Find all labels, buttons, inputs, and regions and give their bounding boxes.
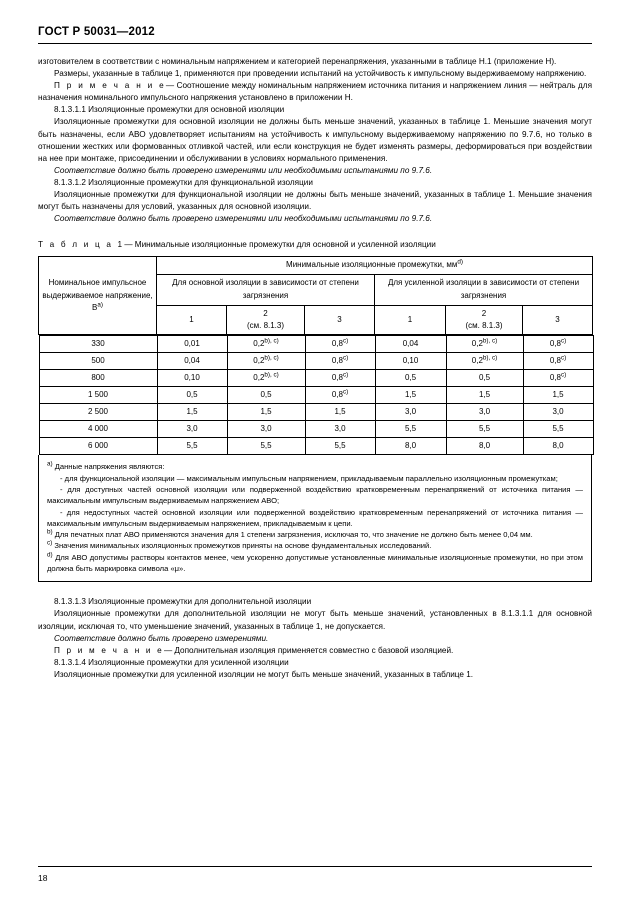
cell-voltage: 4 000 (39, 421, 157, 438)
note-d (47, 552, 583, 575)
note-a-item-1: - для функциональной изоляции — максимальным импульсным напряжением, прикладываемым параллельно изоляционным промежуткам; (60, 473, 558, 483)
note-a-item-2: - для доступных частей основной изоляции или подверженной воздействию кратковременным перенапряжений от источника питания — максимальным импульсным выдерживаемым напряжением АВО; (47, 484, 583, 506)
paragraph-6: Изоляционные промежутки для функциональной изоляции не должны быть меньше значений, указанных в таблице 1. Меньшие значения могут быть назначены для условий, указанных для основной изоляции. (38, 190, 592, 212)
cell-reinforced-1: 0,5 (375, 369, 446, 386)
cell-reinforced-2: 0,5 (446, 369, 523, 386)
table-header-degree-b1: 1 (157, 305, 227, 334)
table-body (39, 334, 593, 455)
cell-sup: b), c) (482, 337, 498, 345)
table-header-degree-b2-note: (см. 8.1.3) (246, 320, 285, 330)
paragraph-11: Изоляционные промежутки для усиленной изоляции не могут быть меньше значений, указанных в таблице 1. (54, 669, 474, 679)
cell-reinforced-3: 0,8$^{c)}$ (523, 369, 593, 386)
cell-sup: b), c) (264, 354, 279, 362)
cell-sup: c) (342, 354, 349, 362)
cell-voltage: 500 (39, 352, 157, 369)
cell-basic-3: 0,8$^{c)}$ (305, 352, 375, 369)
cell-reinforced-2: 5,5 (446, 421, 523, 438)
table-notes (38, 455, 592, 582)
cell-basic-3: 0,8$^{c)}$ (305, 386, 375, 403)
cell-basic-2: $0,2^{b), c)}$ (227, 369, 305, 386)
note-b-sup: b) (47, 528, 53, 536)
cell-reinforced-2: 8,0 (446, 438, 523, 455)
cell-voltage: 800 (39, 369, 157, 386)
footer-rule (38, 866, 592, 867)
note-d-text: Для АВО допустимы растворы контактов менее, чем ускоренно допустимые установленные минимальные изоляционные промежутки, но при этом должна быть маркировка символа «μ». (47, 552, 583, 574)
paragraph-1: изготовителем в соответствии с номинальным напряжением и категорией перенапряжения, указанными в таблице Н.1 (приложение Н). (38, 57, 557, 66)
table-header-degree-r3: 3 (523, 305, 593, 334)
table-header-voltage-sup: a) (97, 300, 103, 308)
note-c-sup: c) (47, 539, 53, 547)
cell-basic-2: $0,2^{b), c)}$ (227, 335, 305, 352)
cell-basic-2: $0,2^{b), c)}$ (227, 352, 305, 369)
cell-reinforced-2: 1,5 (446, 386, 523, 403)
page-header: ГОСТ Р 50031—2012 (38, 26, 155, 38)
table-caption (38, 239, 592, 251)
table-header-degree-b2 (227, 305, 305, 334)
table-caption-label: Т а б л и ц а 1 (38, 240, 125, 250)
cell-basic-1: 0,5 (157, 386, 227, 403)
cell-basic-3: 3,0 (305, 421, 375, 438)
paragraph-7: Соответствие должно быть проверено измерениями или необходимыми испытаниями по 9.7.6. (54, 214, 433, 224)
cell-sup: b), c) (264, 371, 279, 379)
paragraph-4: Изоляционные промежутки для основной изоляции не должны быть меньше значений, указанных в таблице 1. Меньшие значения могут быть назначены, если АВО удовлетворяет испытаниям на устойчивость к импульсному выдерживаемому напряжению по 9.7.6, но только в отношении жестких или формованных отливкой частей, или если конструкция не будет изменять размеры, деформироваться при воздействии на нее при монтаже, присоединении и обслуживании в условиях нормального применения. (38, 117, 592, 163)
cell-reinforced-3: 5,5 (523, 421, 593, 438)
table-header-group-text: Минимальные изоляционные промежутки, мм (286, 260, 458, 270)
note-a-item-3: - для недоступных частей основной изоляции или подверженной воздействию кратковременным перенапряжений от источника питания — максимальным импульсным выдерживаемым напряжением, прикладываемым к цепи. (47, 507, 583, 528)
cell-basic-3: 0,8$^{c)}$ (305, 369, 375, 386)
cell-basic-1: 3,0 (157, 421, 227, 438)
cell-voltage: 2 500 (39, 404, 157, 421)
cell-basic-3: 1,5 (305, 404, 375, 421)
table-row (39, 438, 593, 455)
cell-basic-2: 5,5 (227, 438, 305, 455)
table-header-degree-b2-num: 2 (263, 308, 268, 318)
table-row (39, 421, 593, 438)
note-d-sup: d) (47, 551, 53, 559)
paragraph-9: Соответствие должно быть проверено измерениями. (54, 633, 269, 643)
note-a-sup: a) (47, 460, 53, 468)
heading-8-1-3-1-3: 8.1.3.1.3 Изоляционные промежутки для дополнительной изоляции (54, 597, 312, 607)
note-a (47, 461, 583, 472)
paragraph-8: Изоляционные промежутки для дополнительной изоляции не могут быть меньше значений, установленных в 8.1.3.1.1 для основной изоляции, исключая то, что уменьшение значений, указанных в таблице 1, не допускается. (38, 609, 592, 631)
table-header-group-sup: d) (457, 258, 463, 266)
cell-sup: b), c) (482, 354, 498, 362)
cell-reinforced-3: 0,8$^{c)}$ (523, 335, 593, 352)
cell-reinforced-3: 8,0 (523, 438, 593, 455)
cell-reinforced-2: $0,2^{b), c)}$ (446, 335, 523, 352)
table-header-voltage (39, 257, 157, 334)
header-rule (38, 43, 592, 44)
cell-reinforced-1: 8,0 (375, 438, 446, 455)
note-label-2: П р и м е ч а н и е (54, 645, 164, 655)
cell-reinforced-1: 3,0 (375, 404, 446, 421)
cell-voltage: 6 000 (39, 438, 157, 455)
insulation-clearances-table (38, 256, 593, 455)
cell-basic-1: 0,04 (157, 352, 227, 369)
table-header-basic: Для основной изоляции в зависимости от степени загрязнения (157, 274, 375, 305)
table-header-degree-b3: 3 (305, 305, 375, 334)
cell-reinforced-3: 0,8$^{c)}$ (523, 352, 593, 369)
cell-voltage: 1 500 (39, 386, 157, 403)
cell-voltage: 330 (39, 335, 157, 352)
cell-basic-1: 0,10 (157, 369, 227, 386)
cell-reinforced-3: 1,5 (523, 386, 593, 403)
cell-reinforced-3: 3,0 (523, 404, 593, 421)
cell-sup: c) (560, 337, 567, 345)
page-number: 18 (38, 873, 48, 883)
table-header-degree-r2-note: (см. 8.1.3) (465, 320, 503, 330)
table-row (39, 386, 593, 403)
note-c-text: Значения минимальных изоляционных промежутков приняты на основе фундаментальных исследований. (54, 541, 432, 551)
paragraph-2: Размеры, указанные в таблице 1, применяются при проведении испытаний на устойчивость к импульсному выдерживаемому напряжению. (54, 69, 587, 79)
cell-sup: c) (342, 371, 349, 379)
cell-basic-2: 0,5 (227, 386, 305, 403)
table-header-voltage-text: Номинальное импульсное выдерживаемое напряжение, В (42, 278, 153, 312)
cell-sup: c) (560, 371, 567, 379)
cell-basic-1: 5,5 (157, 438, 227, 455)
note-label-1: П р и м е ч а н и е (54, 81, 166, 91)
paragraph-3 (38, 80, 592, 104)
cell-reinforced-2: $0,2^{b), c)}$ (446, 352, 523, 369)
table-header-group (157, 257, 593, 274)
table-row (39, 369, 593, 386)
paragraph-10 (38, 645, 592, 657)
heading-8-1-3-1-4: 8.1.3.1.4 Изоляционные промежутки для усиленной изоляции (54, 657, 289, 667)
table-row (39, 335, 593, 352)
cell-reinforced-1: 0,04 (375, 335, 446, 352)
cell-basic-3: 5,5 (305, 438, 375, 455)
table-header-degree-r1: 1 (375, 305, 446, 334)
cell-sup: c) (342, 337, 349, 345)
cell-basic-3: 0,8$^{c)}$ (305, 335, 375, 352)
heading-8-1-3-1-2: 8.1.3.1.2 Изоляционные промежутки для функциональной изоляции (54, 177, 313, 187)
note-b (47, 529, 583, 540)
cell-sup: c) (342, 388, 349, 396)
cell-basic-1: 1,5 (157, 404, 227, 421)
page-content (38, 56, 592, 681)
cell-basic-1: 0,01 (157, 335, 227, 352)
table-data-row (39, 334, 593, 455)
note-text-1: — Соотношение между номинальным напряжением источника питания и напряжением линия — нейтраль для назначения номинального импульсного напряжения установлено в приложении Н. (38, 81, 592, 103)
cell-sup: c) (560, 354, 567, 362)
heading-8-1-3-1-1: 8.1.3.1.1 Изоляционные промежутки для основной изоляции (54, 105, 285, 115)
cell-reinforced-1: 5,5 (375, 421, 446, 438)
table-values-inner (39, 335, 594, 456)
cell-reinforced-2: 3,0 (446, 404, 523, 421)
table-caption-text: — Минимальные изоляционные промежутки для основной и усиленной изоляции (124, 240, 436, 250)
paragraph-5: Соответствие должно быть проверено измерениями или необходимыми испытаниями по 9.7.6. (54, 165, 433, 175)
note-b-text: Для печатных плат АВО применяются значения для 1 степени загрязнения, исключая то, что значение не должно быть менее 0,04 мм. (54, 530, 533, 540)
table-header-reinforced: Для усиленной изоляции в зависимости от степени загрязнения (375, 274, 593, 305)
cell-sup: b), c) (264, 337, 279, 345)
cell-reinforced-1: 1,5 (375, 386, 446, 403)
table-header-degree-r2 (446, 305, 523, 334)
cell-reinforced-1: 0,10 (375, 352, 446, 369)
table-header-degree-r2-num: 2 (481, 308, 487, 318)
cell-basic-2: 1,5 (227, 404, 305, 421)
note-c (47, 540, 583, 551)
note-a-text: Данные напряжения являются: (54, 462, 165, 472)
cell-basic-2: 3,0 (227, 421, 305, 438)
note-text-2: — Дополнительная изоляция применяется совместно с базовой изоляцией. (163, 645, 454, 655)
table-row (39, 352, 593, 369)
table-row (39, 404, 593, 421)
